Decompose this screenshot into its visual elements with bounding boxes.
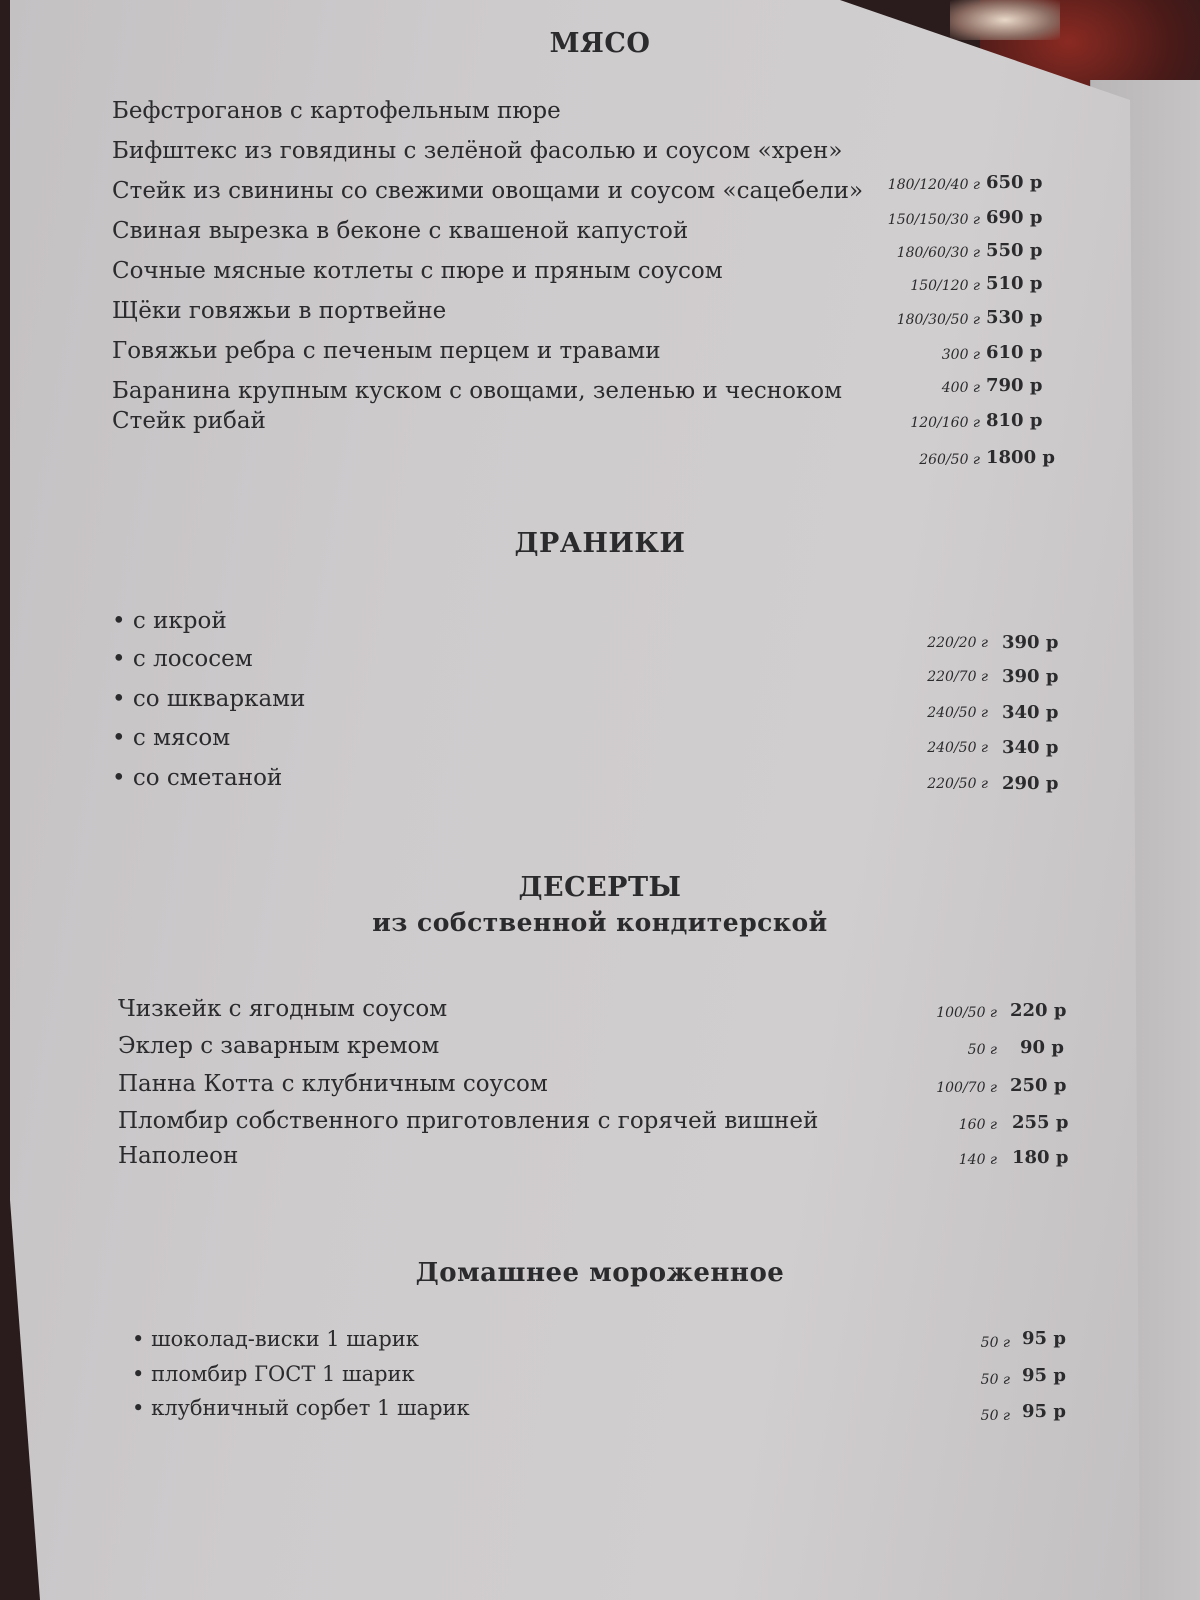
dish-weight: 240/50 г: [927, 705, 988, 721]
dish-price: 690 р: [986, 207, 1043, 228]
dish-name: Стейк рибай: [112, 408, 266, 434]
section-subtitle-desserts: из собственной кондитерской: [372, 908, 828, 937]
dish-name: • шоколад-виски 1 шарик: [132, 1323, 419, 1355]
dish-weight: 50 г: [967, 1042, 997, 1058]
dish-price: 220 р: [1010, 1000, 1067, 1021]
dish-weight: 260/50 г: [919, 452, 980, 468]
dish-price: 530 р: [986, 307, 1043, 328]
ice-cream-item-row: [0, 1392, 1200, 1424]
section-title-desserts: ДЕСЕРТЫ: [518, 872, 682, 903]
meat-dish-row: [0, 95, 1200, 127]
dish-weight: 50 г: [980, 1408, 1010, 1424]
dish-weight: 100/50 г: [936, 1005, 997, 1021]
dish-weight: 240/50 г: [927, 740, 988, 756]
dish-price: 95 р: [1022, 1365, 1066, 1386]
section-title-meat: МЯСО: [549, 28, 651, 59]
dish-price: 180 р: [1012, 1147, 1069, 1168]
dish-price: 255 р: [1012, 1112, 1069, 1133]
meat-dish-row: [0, 135, 1200, 167]
section-title-draniki: ДРАНИКИ: [514, 528, 686, 559]
ice-cream-item-row: [0, 1323, 1200, 1355]
dish-name: Бифштекс из говядины с зелёной фасолью и соусом «хрен»: [112, 138, 843, 164]
draniki-item-row: [0, 643, 1200, 687]
dish-price: 290 р: [1002, 773, 1059, 794]
dish-name: Эклер с заварным кремом: [118, 1033, 440, 1059]
dish-price: 610 р: [986, 342, 1043, 363]
dish-weight: 400 г: [941, 380, 980, 396]
ice-cream-item-row: [0, 1358, 1200, 1390]
dish-weight: 150/120 г: [910, 278, 980, 294]
meat-price-row: [0, 165, 1200, 197]
dish-price: 390 р: [1002, 666, 1059, 687]
dish-name: Наполеон: [118, 1143, 239, 1169]
section-title-ice-cream: Домашнее мороженное: [415, 1258, 785, 1288]
meat-price-row: [0, 440, 1200, 472]
dish-name: Сочные мясные котлеты с пюре и пряным соусом: [112, 258, 723, 284]
dish-name: • пломбир ГОСТ 1 шарик: [132, 1358, 415, 1390]
dish-weight: 160 г: [958, 1117, 997, 1133]
dish-weight: 50 г: [980, 1372, 1010, 1388]
dish-name: Пломбир собственного приготовления с горячей вишней: [118, 1108, 819, 1134]
dish-price: 550 р: [986, 240, 1043, 261]
dish-name: Щёки говяжьи в портвейне: [112, 298, 447, 324]
dish-name: Бефстроганов с картофельным пюре: [112, 98, 561, 124]
dish-name: Панна Котта с клубничным соусом: [118, 1071, 548, 1097]
dish-weight: 180/30/50 г: [896, 312, 980, 328]
dessert-item-row: [0, 1068, 1200, 1100]
dish-weight: 140 г: [958, 1152, 997, 1168]
dish-weight: 220/70 г: [927, 669, 988, 685]
dish-price: 650 р: [986, 172, 1043, 193]
dish-weight: 220/20 г: [927, 635, 988, 651]
dish-price: 95 р: [1022, 1328, 1066, 1349]
dish-price: 340 р: [1002, 737, 1059, 758]
dish-name: Говяжьи ребра с печеным перцем и травами: [112, 338, 661, 364]
dish-weight: 180/60/30 г: [896, 245, 980, 261]
dish-weight: 180/120/40 г: [887, 177, 980, 193]
meat-price-row: [0, 300, 1200, 332]
draniki-item-row: [0, 683, 1200, 723]
draniki-item-row: [0, 762, 1200, 794]
dessert-item-row: [0, 1105, 1200, 1137]
dish-price: 390 р: [1002, 632, 1059, 653]
draniki-item-row: [0, 722, 1200, 758]
dish-name: • клубничный сорбет 1 шарик: [132, 1392, 470, 1424]
dish-weight: 150/150/30 г: [887, 212, 980, 228]
meat-price-row: [0, 368, 1200, 400]
dish-price: 90 р: [1020, 1037, 1064, 1058]
meat-price-row: [0, 403, 1200, 435]
meat-price-row: [0, 335, 1200, 367]
dish-name: Свиная вырезка в беконе с квашеной капустой: [112, 218, 689, 244]
dish-price: 95 р: [1022, 1401, 1066, 1422]
dish-name: • с икрой: [112, 605, 227, 637]
dish-price: 340 р: [1002, 702, 1059, 723]
dish-weight: 220/50 г: [927, 776, 988, 792]
dish-weight: 100/70 г: [936, 1080, 997, 1096]
dessert-item-row: [0, 993, 1200, 1025]
dessert-item-row: [0, 1140, 1200, 1172]
dish-weight: 50 г: [980, 1335, 1010, 1351]
dish-name: • со шкварками: [112, 683, 305, 715]
dish-name: • с мясом: [112, 722, 230, 754]
dish-price: 810 р: [986, 410, 1043, 431]
dish-name: Стейк из свинины со свежими овощами и соусом «сацебели»: [112, 178, 864, 204]
dish-name: Баранина крупным куском с овощами, зеленью и чесноком: [112, 378, 843, 404]
dish-name: • с лососем: [112, 643, 253, 675]
meat-price-row: [0, 266, 1200, 298]
dish-weight: 300 г: [941, 347, 980, 363]
dish-price: 250 р: [1010, 1075, 1067, 1096]
dish-name: • со сметаной: [112, 762, 282, 794]
dish-name: Чизкейк с ягодным соусом: [118, 996, 448, 1022]
draniki-item-row: [0, 605, 1200, 653]
meat-price-row: [0, 200, 1200, 232]
dish-price: 510 р: [986, 273, 1043, 294]
meat-price-row: [0, 233, 1200, 265]
dessert-item-row: [0, 1030, 1200, 1062]
dish-price: 1800 р: [986, 447, 1055, 468]
dish-weight: 120/160 г: [910, 415, 980, 431]
dish-price: 790 р: [986, 375, 1043, 396]
